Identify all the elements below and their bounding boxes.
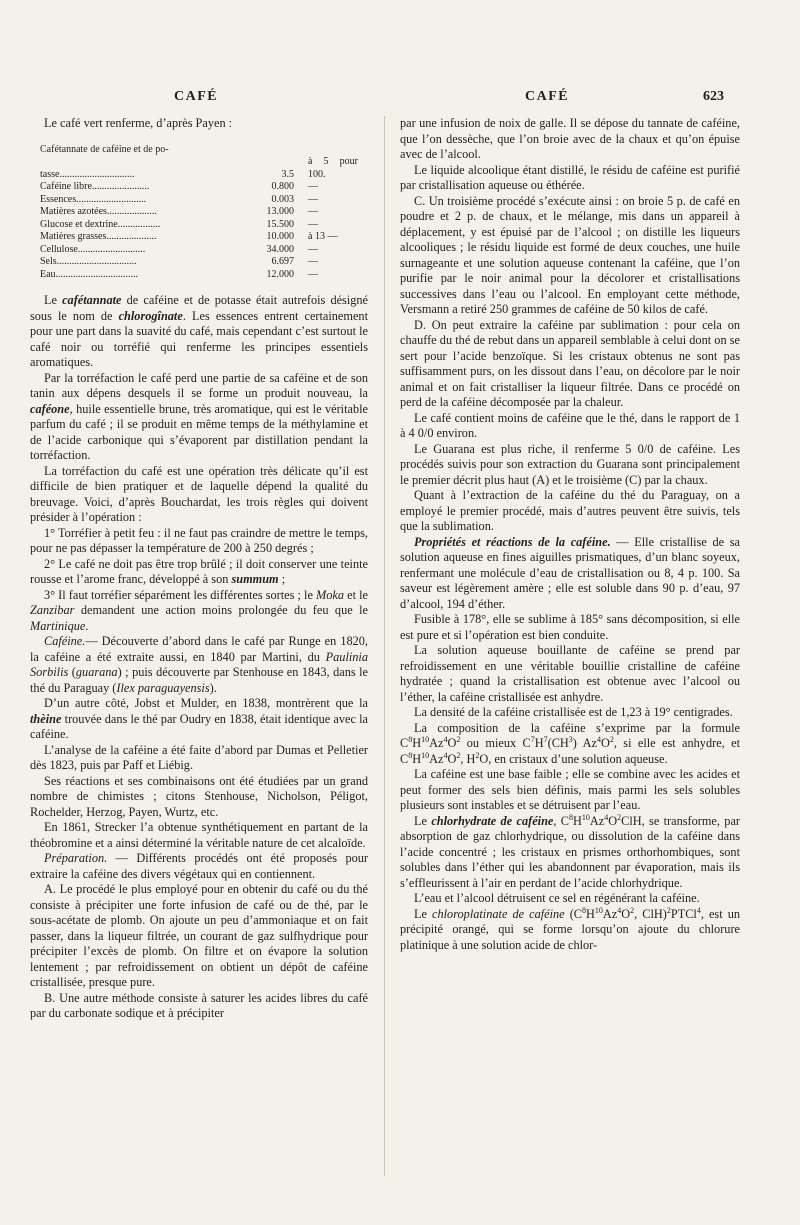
- paragraph: D. On peut extraire la caféine par sublimation : pour cela on chauffe du thé de rebut dans un appareil semblable à celui dont on se sert pour l’acide benzoïque. Si les cristaux obtenus ne sont pas suffisamment purs, on les dissout dans l’eau, on décolore par le noir animal et on fait cristalliser la liqueur filtrée. Dans ce procédé on perd de la caféine décomposée par la chaleur.: [400, 317, 740, 409]
- section-head-cafeine: Caféine.: [44, 634, 86, 648]
- composition-unit: —: [308, 256, 318, 267]
- paragraph: Le cafétannate de caféine et de potasse était autrefois désigné sous le nom de chlorogînate. Les essences entrent certainement pour une part dans la suavité du café, mais cependant c’est surtout le café noir ou torréfié qui renferme les principes essentiels aromatiques.: [30, 293, 369, 369]
- paragraph: Le liquide alcoolique étant distillé, le résidu de caféine est purifié par cristallisation aqueuse ou éthérée.: [400, 162, 740, 192]
- composition-unit: —: [308, 218, 318, 230]
- paragraph: Fusible à 178°, elle se sublime à 185° sans décomposition, si elle est pure et si l’opération est bien conduite.: [400, 612, 740, 642]
- composition-row: [40, 144, 358, 157]
- composition-row: [40, 256, 358, 269]
- term-cafeone: caféone: [30, 401, 70, 416]
- composition-unit: —: [308, 193, 318, 205]
- paragraph-cafeine: Caféine.— Découverte d’abord dans le café par Runge en 1820, la caféine a été extraite aussi, en 1840 par Martini, du Paulinia Sorbilis (guarana) ; puis découverte par Stenhouse en 1843, dans le thé du Paraguay (Ilex paraguayensis).: [30, 634, 369, 695]
- formula-paragraph: La composition de la caféine s’exprime par la formule $C^8H^{10}Az^4O^2$ ou mieux $C^7H^7(CH^3)$ $Az^4O^2$, si elle est anhydre, et $C^8H^{10}Az^4O^2$, $H^2O$, en cristaux d’une solution aqueuse.: [400, 720, 740, 766]
- composition-unit: —: [308, 181, 318, 192]
- paragraph: C. Un troisième procédé s’exécute ainsi : on broie 5 p. de café en poudre et 2 p. de chaux, et le mélange, mis dans un appareil à déplacement, y est épuisé par de l’alcool ; on distille les liqueurs alcooliques ; le résidu liquide est formé de deux couches, une huile surnageante et une solution aqueuse contenant la caféine, que l’on purifie par le noir animal pour la décolorer et cristallisations successives dans l’eau ou l’alcool. En employant cette méthode, Versmann a retiré 250 grammes de caféine de 50 kilos de café.: [400, 193, 740, 316]
- composition-unit: à 5 pour 100.: [308, 156, 358, 180]
- right-column: [400, 116, 740, 953]
- paragraph: L’analyse de la caféine a été faite d’abord par Dumas et Pelletier dès 1823, puis par Paff et Liébig.: [30, 742, 368, 772]
- running-head-left: CAFÉ: [174, 89, 219, 104]
- composition-unit: —: [308, 206, 318, 217]
- composition-row: [40, 206, 358, 219]
- paragraph-chloroplatinate: Le chloroplatinate de caféine ($C^8H^{10}Az^4O^2$, ClH)$^2$PTCl$^4$, est un précipité orangé, qui se forme lorsqu’on ajoute du chlorure platinique à une solution acide de chlor-: [400, 905, 740, 952]
- composition-value: 0.800: [271, 181, 294, 192]
- paragraph: La caféine est une base faible ; elle se combine avec les acides et peut former des sels bien définis, mais parmi les sels solubles plusieurs sont instables et se détruisent par l’eau.: [400, 767, 740, 812]
- paragraph-preparation: Préparation. — Différents procédés ont été proposés pour extraire la caféine des divers végétaux qui en contiennent.: [30, 851, 368, 881]
- paragraph: Par la torréfaction le café perd une partie de sa caféine et de son tanin aux dépens desquels il se forme un produit nouveau, la caféone, huile essentielle brune, très aromatique, qui est le véritable parfum du café ; il se produit en même temps de la méthylamine et de l’acide carbonique qui s’évaporent par distillation pendant la torréfaction.: [30, 370, 368, 462]
- composition-value: 34.000: [266, 243, 294, 255]
- composition-row: [40, 269, 358, 282]
- composition-row: [40, 219, 358, 232]
- composition-value: 0.003: [271, 193, 294, 205]
- paragraph-proprietes: Propriétés et réactions de la caféine. — Elle cristallise de sa solution aqueuse en fines aiguilles prismatiques, d’un blanc soyeux, renfermant une molécule d’eau de cristallisation ou 8, 4 p. 100. Sa saveur est légèrement amère ; elle est soluble dans 90 p. d’eau, 97 d’alcool, 194 d’éther.: [400, 534, 740, 611]
- composition-table: [40, 144, 358, 282]
- term-cafetannate: cafétannate: [62, 293, 122, 307]
- paragraph-chlorhydrate: Le chlorhydrate de caféine, $C^8H^{10}Az^4O^2ClH$, se transforme, par absorption de gaz chlorhydrique, ou dissolution de la caféine dans l’acide concentré ; les cristaux en prismes orthorhombiques, sont solubles dans l’éther qui les abandonnent par évaporation, mais ils s’effleurissent à l’air en perdant de l’acide chlorhydrique.: [400, 812, 740, 890]
- composition-name: Essences............................: [40, 193, 147, 205]
- intro-paragraph: [30, 116, 368, 132]
- composition-value: 15.500: [266, 218, 294, 230]
- paragraph: La densité de la caféine cristallisée est de 1,23 à 19° centigrades.: [414, 705, 733, 719]
- composition-unit: à 13 —: [308, 231, 338, 242]
- rule-2: 2° Le café ne doit pas être trop brûlé ; il doit conserver une teinte rousse et l’arome franc, développé à son summum ;: [30, 556, 368, 586]
- paragraph: Ses réactions et ses combinaisons ont été étudiées par un grand nombre de chimistes ; citons Stenhouse, Nicholson, Péligot, Rochelder, Herzog, Payen, Wurtz, etc.: [30, 773, 368, 819]
- composition-unit: —: [308, 243, 318, 255]
- composition-row: [40, 244, 358, 257]
- composition-name: Caféine libre.......................: [40, 181, 150, 192]
- composition-row: [40, 181, 358, 194]
- composition-name: Sels................................: [40, 256, 137, 267]
- paragraph: L’eau et l’alcool détruisent ce sel en régénérant la caféine.: [414, 891, 700, 905]
- paragraph: En 1861, Strecker l’a obtenue synthétiquement en partant de la théobromine et a ainsi déterminé la véritable nature de cet alcaloïde.: [30, 820, 368, 850]
- composition-name: tasse..............................: [40, 168, 135, 180]
- composition-name: Eau.................................: [40, 268, 139, 280]
- paragraph: B. Une autre méthode consiste à saturer les acides libres du café par du carbonate sodique et à précipiter: [30, 990, 368, 1020]
- paragraph: Quant à l’extraction de la caféine du thé du Paraguay, on a employé le premier procédé, mais d’autres peuvent être suivis, tels que la sublimation.: [400, 488, 740, 533]
- composition-unit: [298, 144, 358, 157]
- composition-row: [40, 231, 358, 244]
- composition-row: [40, 156, 358, 181]
- paragraph: Le Guarana est plus riche, il renferme 5 0/0 de caféine. Les procédés suivis pour son extraction du Guarana sont principalement le premier décrit plus haut (A) et le troisième (C) par la chaux.: [400, 441, 740, 487]
- paragraph: par une infusion de noix de galle. Il se dépose du tannate de caféine, que l’on dessèche, que l’on broie avec de la chaux et qu’on épuise avec de l’alcool.: [400, 116, 740, 161]
- composition-unit: —: [308, 268, 318, 280]
- composition-value: [240, 144, 298, 157]
- left-column: [30, 116, 368, 1022]
- composition-name: Glucose et dextrine.................: [40, 218, 161, 230]
- paragraph: La torréfaction du café est une opération très délicate qu’il est difficile de bien pratiquer et de laquelle dépend la qualité du breuvage. Voici, d’après Bouchardat, les trois règles qui doivent présider à l’opération :: [30, 463, 368, 524]
- composition-name: Cafétannate de caféine et de po-: [40, 143, 169, 155]
- composition-value: 6.697: [271, 256, 294, 267]
- composition-name: Matières grasses....................: [40, 231, 157, 242]
- intro-text: Le café vert renferme, d’après Payen :: [44, 116, 233, 130]
- composition-row: [40, 194, 358, 207]
- rule-3: 3° Il faut torréfier séparément les différentes sortes ; le Moka et le Zanzibar demandent une action moins prolongée du feu que le Martinique.: [30, 587, 368, 633]
- column-gutter: [384, 116, 385, 1176]
- paragraph: A. Le procédé le plus employé pour en obtenir du café ou du thé consiste à précipiter une forte infusion de café ou de thé, par le sous-acétate de plomb. On ajoute un peu d’ammoniaque et on fait passer, dans la liqueur filtrée, un courant de gaz sulfhydrique pour précipiter l’excès de plomb. On filtre et on évapore la solution lentement ; par refroidissement on obtient un dépôt de caféine cristallisée, presque pure.: [30, 882, 368, 989]
- composition-name: Matières azotées....................: [40, 206, 157, 217]
- term-chlorogenate: chlorogînate: [118, 308, 183, 323]
- page-number: 623: [703, 89, 724, 104]
- paragraph: Le café contient moins de caféine que le thé, dans le rapport de 1 à 4 0/0 environ.: [400, 410, 740, 440]
- composition-value: 12.000: [266, 268, 294, 280]
- running-head-right: CAFÉ: [525, 89, 570, 104]
- composition-name: Cellulose...........................: [40, 243, 146, 255]
- rule-1: 1° Torréfier à petit feu : il ne faut pas craindre de mettre le temps, pour ne pas dépasser la température de 200 à 250 degrés ;: [30, 525, 368, 555]
- composition-value: 3.5: [281, 168, 294, 180]
- paragraph: La solution aqueuse bouillante de caféine se prend par refroidissement en une véritable bouillie cristalline de caféine hydratée ; quand la cristallisation est obtenue avec l’alcool ou l’éther, la caféine cristallisée est anhydre.: [400, 643, 740, 704]
- paragraph: D’un autre côté, Jobst et Mulder, en 1838, montrèrent que la thèine trouvée dans le thé par Oudry en 1838, était identique avec la caféine.: [30, 696, 368, 741]
- composition-value: 10.000: [266, 231, 294, 242]
- composition-value: 13.000: [266, 206, 294, 217]
- section-head-proprietes: Propriétés et réactions de la caféine.: [414, 534, 611, 549]
- section-head-preparation: Préparation.: [44, 851, 108, 865]
